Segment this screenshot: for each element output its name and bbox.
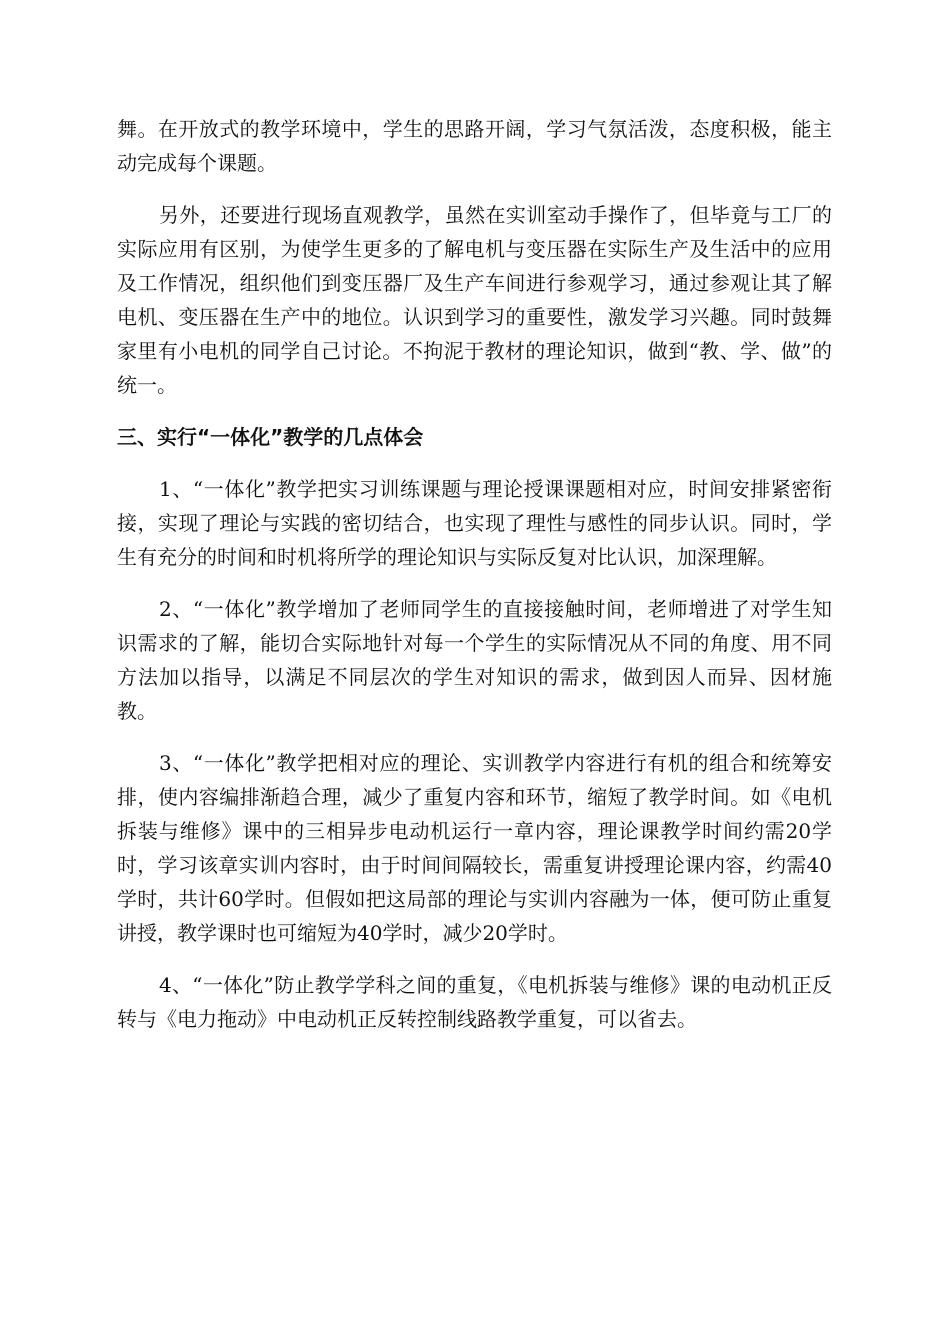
paragraph-field-teaching: 另外，还要进行现场直观教学，虽然在实训室动手操作了，但毕竟与工厂的实际应用有区别，为使学生更多的了解电机与变压器在实际生产及生活中的应用及工作情况，组织他们到变压器厂及生产车间进行参观学习，通过参观让其了解电机、变压器在生产中的地位。认识到学习的重要性，激发学习兴趣。同时鼓舞家里有小电机的同学自己讨论。不拘泥于教材的理论知识，做到“教、学、做”的统一。	[117, 203, 832, 397]
point-paragraph-2: 2、“一体化”教学增加了老师同学生的直接接触时间，老师增进了对学生知识需求的了解，能切合实际地针对每一个学生的实际情况从不同的角度、用不同方法加以指导，以满足不同层次的学生对知识的需求，做到因人而异、因材施教。	[117, 597, 832, 723]
paragraph-continuation: 舞。在开放式的教学环境中，学生的思路开阔，学习气氛活泼，态度积极，能主动完成每个课题。	[117, 117, 832, 175]
section-heading: 三、实行“一体化”教学的几点体会	[117, 425, 424, 449]
point-paragraph-3: 3、“一体化”教学把相对应的理论、实训教学内容进行有机的组合和统筹安排，使内容编排渐趋合理，减少了重复内容和环节，缩短了教学时间。如《电机拆装与维修》课中的三相异步电动机运行一章内容，理论课教学时间约需20学时，学习该章实训内容时，由于时间间隔较长，需重复讲授理论课内容，约需40学时，共计60学时。但假如把这局部的理论与实训内容融为一体，便可防止重复讲授，教学课时也可缩短为40学时，减少20学时。	[117, 751, 832, 945]
point-paragraph-1: 1、“一体化”教学把实习训练课题与理论授课课题相对应，时间安排紧密衔接，实现了理论与实践的密切结合，也实现了理性与感性的同步认识。同时，学生有充分的时间和时机将所学的理论知识与实际反复对比认识，加深理解。	[117, 477, 832, 569]
point-paragraph-4: 4、“一体化”防止教学学科之间的重复，《电机拆装与维修》课的电动机正反转与《电力拖动》中电动机正反转控制线路教学重复，可以省去。	[117, 973, 832, 1031]
